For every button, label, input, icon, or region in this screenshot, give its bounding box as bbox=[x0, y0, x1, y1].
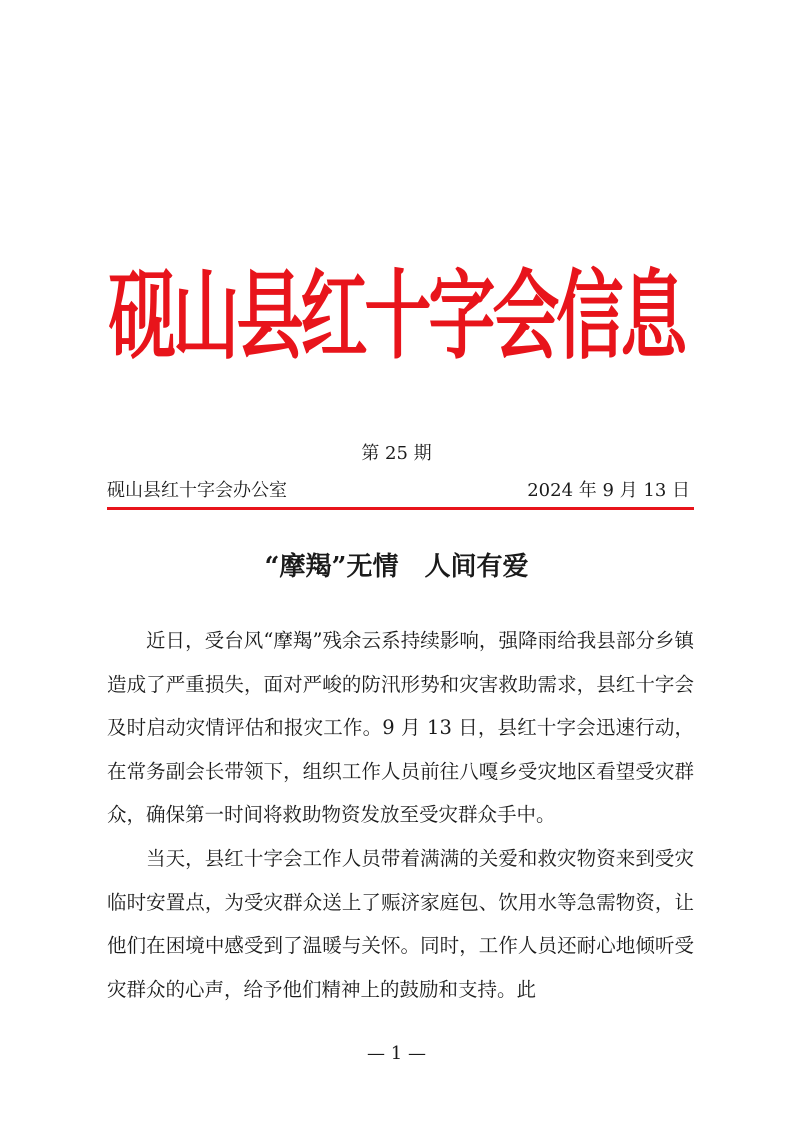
masthead-title: 砚山县红十字会信息 bbox=[108, 261, 685, 373]
page-number: — 1 — bbox=[367, 1043, 426, 1064]
issue-date: 2024 年 9 月 13 日 bbox=[527, 480, 690, 501]
article-title: “摩羯”无情 人间有爱 bbox=[264, 552, 529, 582]
paragraph: 当天，县红十字会工作人员带着满满的关爱和救灾物资来到受灾临时安置点，为受灾群众送上了赈济家庭包、饮用水等急需物资，让他们在困境中感受到了温暖与关怀。同时，工作人员还耐心地倾听受灾群众的心声，给予他们精神上的鼓励和支持。此 bbox=[107, 846, 694, 1001]
issuer-name: 砚山县红十字会办公室 bbox=[107, 480, 287, 501]
header-divider bbox=[107, 507, 694, 510]
paragraph: 近日，受台风“摩羯”残余云系持续影响，强降雨给我县部分乡镇造成了严重损失，面对严峻的防汛形势和灾害救助需求，县红十字会及时启动灾情评估和报灾工作。9 月 13 日，县红十字会迅速行动，在常务副会长带领下，组织工作人员前往八嘎乡受灾地区看望受灾群众，确保第一时间将救助物资发放至受灾群众手中。 bbox=[107, 629, 694, 827]
issue-number: 第 25 期 bbox=[361, 443, 432, 464]
article-body bbox=[107, 619, 694, 1011]
